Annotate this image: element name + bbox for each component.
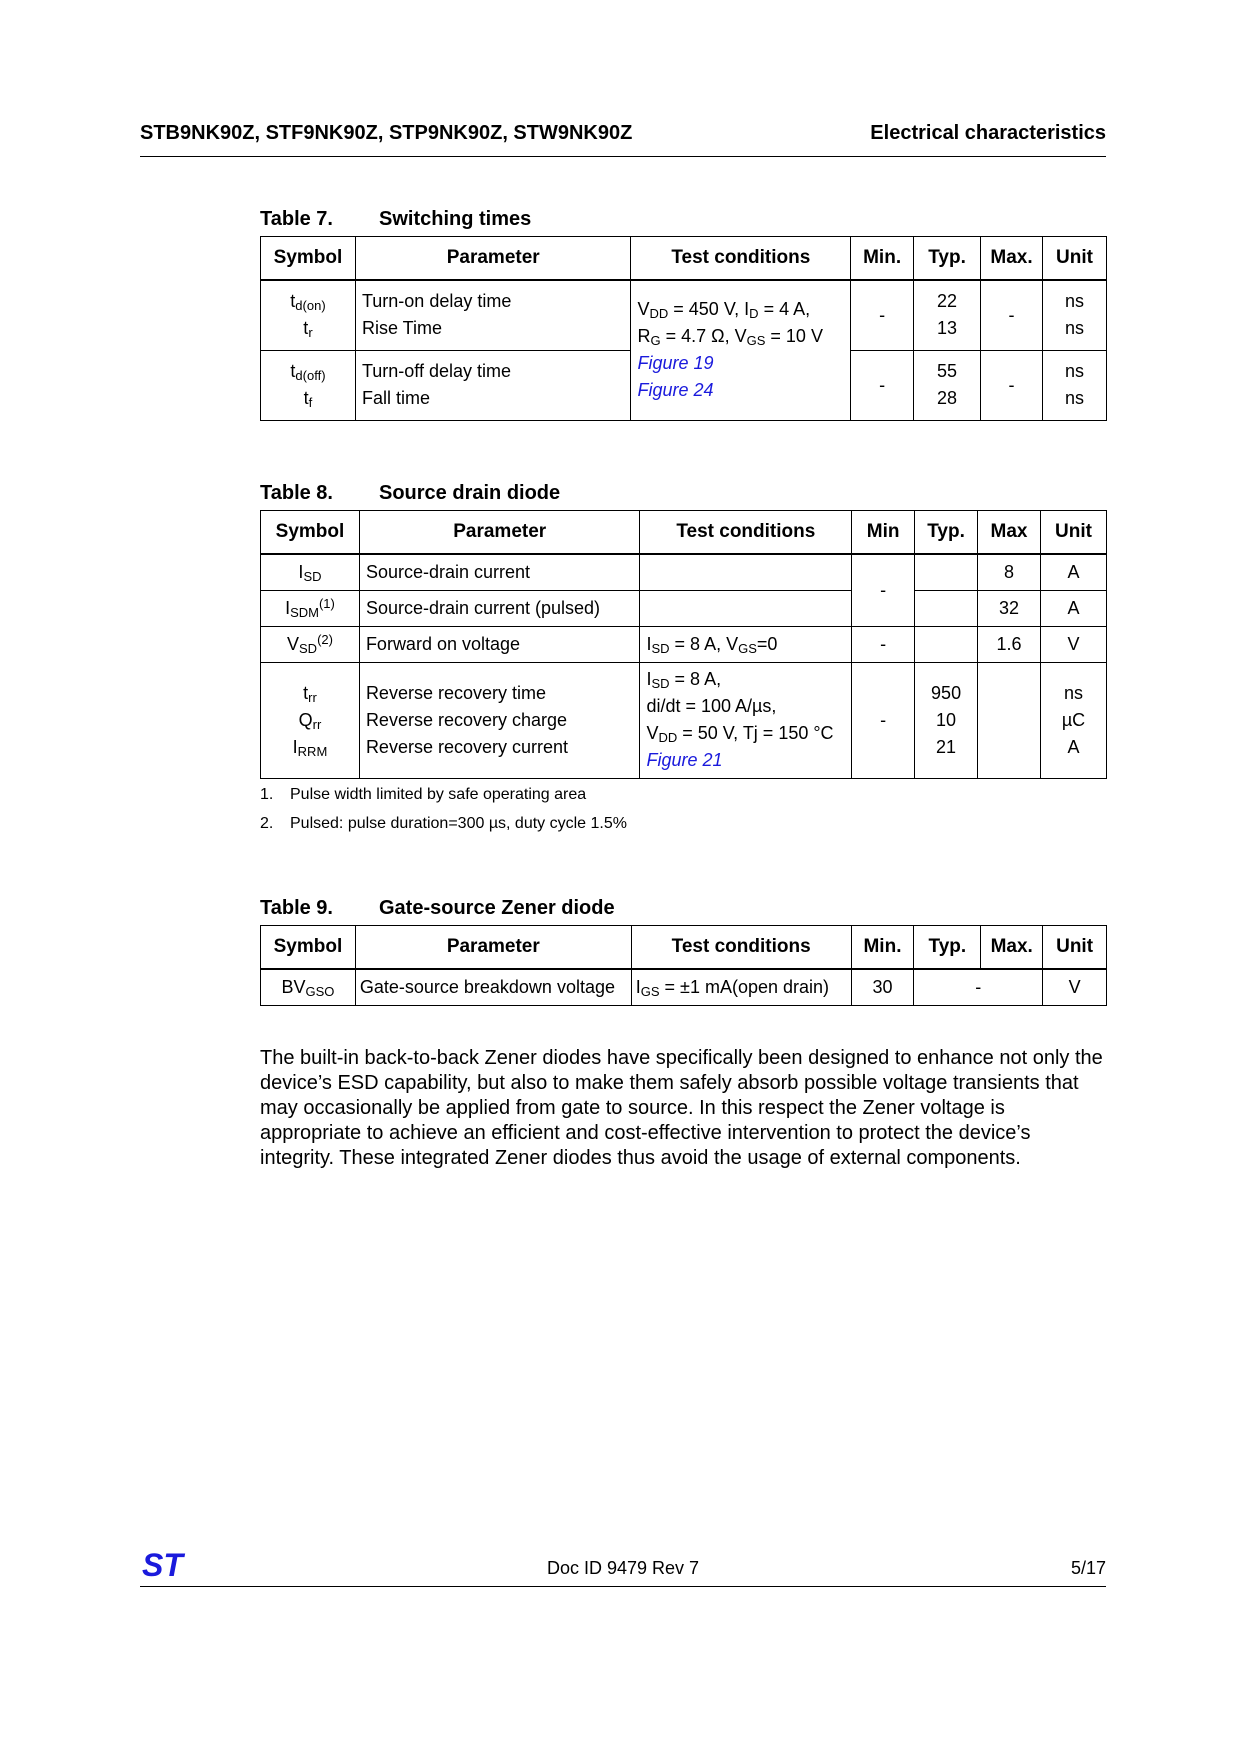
table7-title: Switching times (379, 208, 532, 230)
header-max: Max. (981, 926, 1043, 970)
typ-cell: 950 10 21 (915, 662, 978, 778)
header-test-conditions: Test conditions (631, 237, 851, 281)
min-cell: - (852, 626, 915, 662)
min-cell: - (851, 280, 914, 350)
header-min: Min. (851, 237, 914, 281)
figure-24-link[interactable]: Figure 24 (637, 380, 714, 401)
symbol-cell: $t_{d(off)}$ $t_f$ (261, 350, 356, 420)
symbol-cell: $t_{d(on)}$ $t_r$ (261, 280, 356, 350)
parameter-cell: Reverse recovery time Reverse recovery charge Reverse recovery current (359, 662, 640, 778)
svg-text:ST: ST (142, 1548, 183, 1580)
table9-caption (260, 897, 615, 920)
unit-cell: ns ns (1043, 280, 1107, 350)
table9-number: Table 9. (260, 897, 333, 919)
unit-cell: ns µC A (1041, 662, 1107, 778)
parameter-cell: Forward on voltage (359, 626, 640, 662)
header-test-conditions: Test conditions (631, 926, 851, 970)
header-test-conditions: Test conditions (640, 511, 852, 555)
typ-cell (915, 626, 978, 662)
header-typ: Typ. (915, 511, 978, 555)
parameter-cell: Turn-on delay time Rise Time (355, 280, 631, 350)
symbol-cell: $I_{SD}$ (261, 554, 360, 590)
max-cell: - (981, 350, 1043, 420)
table7-caption (260, 208, 531, 231)
header-min: Min (852, 511, 915, 555)
table-header-row (261, 237, 1107, 281)
table9-title: Gate-source Zener diode (379, 897, 615, 919)
header-parameter: Parameter (355, 926, 631, 970)
parameter-cell: Gate-source breakdown voltage (355, 969, 631, 1005)
figure-21-link[interactable]: Figure 21 (646, 750, 723, 770)
test-conditions-cell: $I_{SD} = 8$ A, $V_{GS}=0$ (640, 626, 852, 662)
footnote: 2. Pulsed: pulse duration=300 µs, duty cycle 1.5% (260, 815, 627, 832)
parameter-cell: Source-drain current (pulsed) (359, 590, 640, 626)
symbol-cell: $BV_{GSO}$ (261, 969, 356, 1005)
header-symbol: Symbol (261, 511, 360, 555)
table-row (261, 280, 1107, 350)
header-unit: Unit (1041, 511, 1107, 555)
header-unit: Unit (1043, 926, 1107, 970)
header-symbol: Symbol (261, 926, 356, 970)
table-row (261, 554, 1107, 590)
table-row (261, 626, 1107, 662)
header-parameter: Parameter (355, 237, 631, 281)
symbol-cell: $t_{rr}$ $Q_{rr}$ $I_{RRM}$ (261, 662, 360, 778)
header-max: Max (978, 511, 1041, 555)
table8-footnotes (260, 786, 627, 844)
header-typ: Typ. (914, 926, 981, 970)
page-header (140, 120, 1106, 157)
zener-description-paragraph: The built-in back-to-back Zener diodes have specifically been designed to enhance not only the device’s ESD capability, but also to make them safely absorb possible voltage transients that may occasionally be applied from gate to source. In this respect the Zener voltage is appropriate to achieve an efficient and cost-effective intervention to protect the device’s integrity. These integrated Zener diodes thus avoid the usage of external components. (260, 1047, 1103, 1169)
min-cell: 30 (851, 969, 914, 1005)
table7-number: Table 7. (260, 208, 333, 230)
header-part-numbers: STB9NK90Z, STF9NK90Z, STP9NK90Z, STW9NK90Z (140, 122, 633, 144)
typ-cell (915, 554, 978, 590)
table8-source-drain-diode (260, 510, 1107, 779)
footnote: 1. Pulse width limited by safe operating area (260, 786, 587, 803)
typ-cell: 22 13 (914, 280, 981, 350)
test-conditions-cell (640, 554, 852, 590)
test-conditions-cell: $V_{DD} = 450$ V, $I_D = 4$ A, $R_G = 4.7$ Ω, $V_{GS} = 10$ V Figure 19 Figure 24 (631, 280, 851, 420)
min-cell: - (851, 350, 914, 420)
header-parameter: Parameter (359, 511, 640, 555)
header-typ: Typ. (914, 237, 981, 281)
unit-cell: ns ns (1043, 350, 1107, 420)
table8-number: Table 8. (260, 482, 333, 504)
typ-max-cell: - (914, 969, 1043, 1005)
unit-cell: V (1043, 969, 1107, 1005)
typ-cell: 55 28 (914, 350, 981, 420)
page-footer (140, 1548, 1106, 1587)
min-cell: - (852, 662, 915, 778)
table8-caption (260, 482, 560, 505)
typ-cell (915, 590, 978, 626)
doc-id: Doc ID 9479 Rev 7 (546, 1558, 700, 1578)
min-cell: - (852, 554, 915, 626)
header-symbol: Symbol (261, 237, 356, 281)
symbol-cell: $I_{SDM}^{(1)}$ (261, 590, 360, 626)
header-min: Min. (851, 926, 914, 970)
max-cell (978, 662, 1041, 778)
max-cell: 8 (978, 554, 1041, 590)
table-header-row (261, 926, 1107, 970)
table-header-row (261, 511, 1107, 555)
parameter-cell: Turn-off delay time Fall time (355, 350, 631, 420)
test-conditions-cell: $I_{SD} = 8$ A, di/dt = 100 A/µs, $V_{DD} = 50$ V, Tj = 150 °C Figure 21 (640, 662, 852, 778)
unit-cell: V (1041, 626, 1107, 662)
symbol-cell: $V_{SD}^{(2)}$ (261, 626, 360, 662)
header-unit: Unit (1043, 237, 1107, 281)
header-max: Max. (981, 237, 1043, 281)
table-row (261, 662, 1107, 778)
max-cell: 32 (978, 590, 1041, 626)
test-conditions-cell (640, 590, 852, 626)
table9-gate-source-zener-diode (260, 925, 1107, 1006)
table8-title: Source drain diode (379, 482, 561, 504)
page-number: 5/17 (1070, 1558, 1106, 1578)
table7-switching-times (260, 236, 1107, 421)
table-row (261, 590, 1107, 626)
unit-cell: A (1041, 590, 1107, 626)
table-row (261, 969, 1107, 1005)
figure-19-link[interactable]: Figure 19 (637, 353, 714, 374)
header-section-title: Electrical characteristics (870, 122, 1106, 144)
max-cell: 1.6 (978, 626, 1041, 662)
test-conditions-cell: $I_{GS} = \pm 1$ mA(open drain) (631, 969, 851, 1005)
parameter-cell: Source-drain current (359, 554, 640, 590)
max-cell: - (981, 280, 1043, 350)
unit-cell: A (1041, 554, 1107, 590)
